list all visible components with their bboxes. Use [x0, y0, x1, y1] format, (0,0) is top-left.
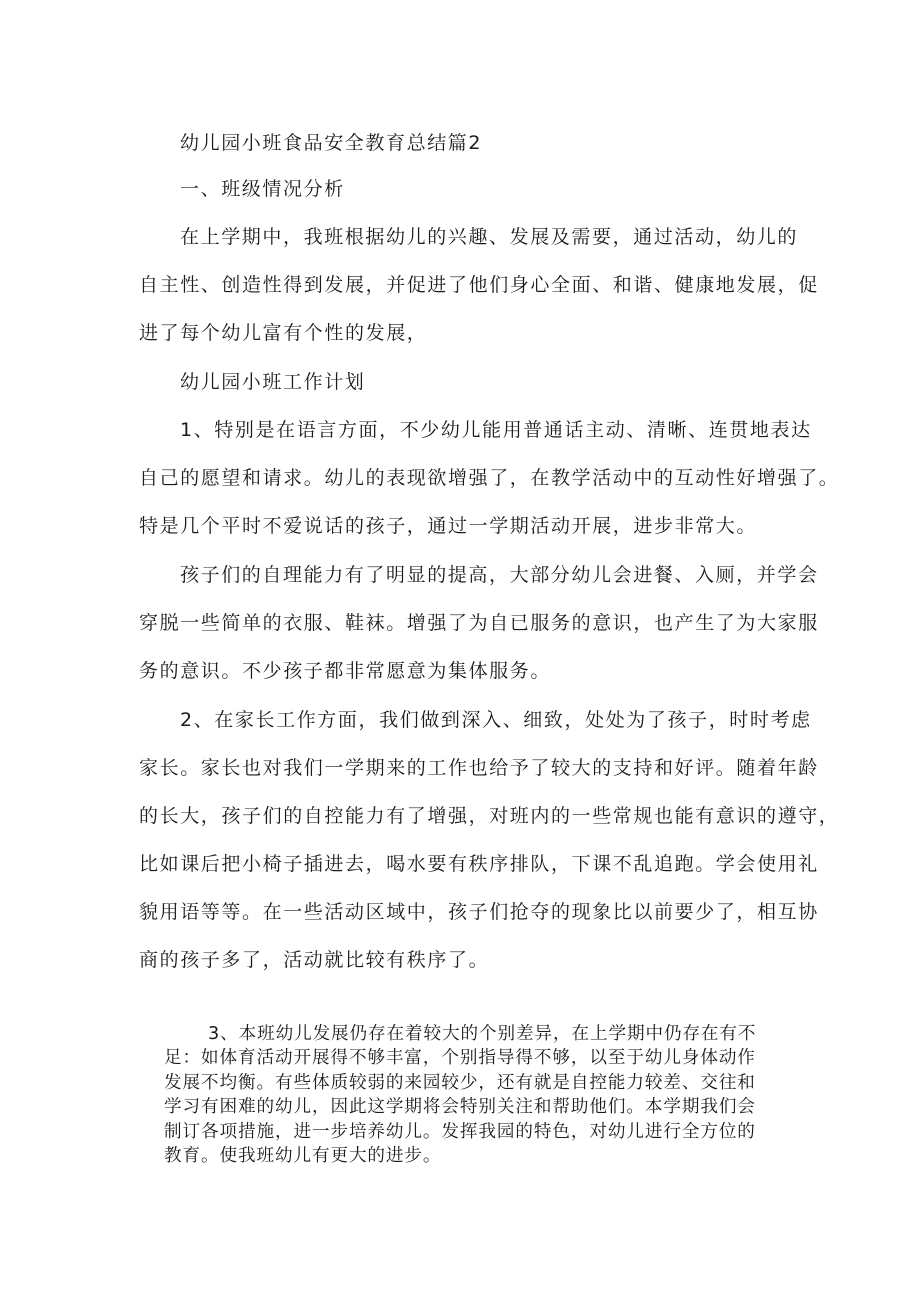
paragraph-line: 教育。使我班幼儿有更大的进步。: [164, 1146, 442, 1167]
paragraph-line: 的长大，孩子们的自控能力有了增强，对班内的一些常规也能有意识的遵守，: [139, 805, 840, 827]
subheading: 幼儿园小班工作计划: [180, 371, 366, 393]
paragraph-line: 家长。家长也对我们一学期来的工作也给予了较大的支持和好评。随着年龄: [139, 757, 819, 779]
paragraph-line: 貌用语等等。在一些活动区域中，孩子们抢夺的现象比以前要少了，相互协: [139, 901, 819, 923]
paragraph-line: 在上学期中，我班根据幼儿的兴趣、发展及需要，通过活动，幼儿的: [180, 226, 799, 248]
paragraph-line: 进了每个幼儿富有个性的发展，: [139, 322, 428, 344]
paragraph-line: 孩子们的自理能力有了明显的提高，大部分幼儿会进餐、入厕，并学会: [180, 564, 819, 586]
paragraph-line: 穿脱一些简单的衣服、鞋袜。增强了为自已服务的意识，也产生了为大家服: [139, 612, 819, 634]
paragraph-line: 3、本班幼儿发展仍存在着较大的个别差异，在上学期中仍存在有不: [208, 1024, 757, 1044]
paragraph-line: 1、特别是在语言方面，不少幼儿能用普通话主动、清晰、连贯地表达: [180, 419, 812, 441]
paragraph-line: 2、在家长工作方面，我们做到深入、细致，处处为了孩子，时时考虑: [180, 709, 812, 731]
paragraph-line: 发展不均衡。有些体质较弱的来园较少，还有就是自控能力较差、交往和: [164, 1072, 756, 1093]
paragraph-line: 制订各项措施，进一步培养幼儿。发挥我园的特色，对幼儿进行全方位的: [164, 1121, 756, 1142]
section-heading: 一、班级情况分析: [180, 178, 345, 200]
paragraph-line: 商的孩子多了，活动就比较有秩序了。: [139, 949, 490, 971]
paragraph-line: 特是几个平时不爱说话的孩子，通过一学期活动开展，进步非常大。: [139, 515, 758, 537]
document-title: 幼儿园小班食品安全教育总结篇2: [180, 132, 483, 154]
paragraph-compact: [164, 1022, 804, 1168]
paragraph-line: 学习有困难的幼儿，因此这学期将会特别关注和帮助他们。本学期我们会: [164, 1097, 756, 1118]
paragraph-line: 自主性、创造性得到发展，并促进了他们身心全面、和谐、健康地发展，促: [139, 274, 819, 296]
paragraph-line: 务的意识。不少孩子都非常愿意为集体服务。: [139, 660, 552, 682]
paragraph-line: 足：如体育活动开展得不够丰富，个别指导得不够，以至于幼儿身体动作: [164, 1048, 756, 1069]
paragraph-line: 比如课后把小椅子插进去，喝水要有秩序排队，下课不乱追跑。学会使用礼: [139, 853, 819, 875]
paragraph-line: 自己的愿望和请求。幼儿的表现欲增强了，在教学活动中的互动性好增强了。: [139, 467, 840, 489]
